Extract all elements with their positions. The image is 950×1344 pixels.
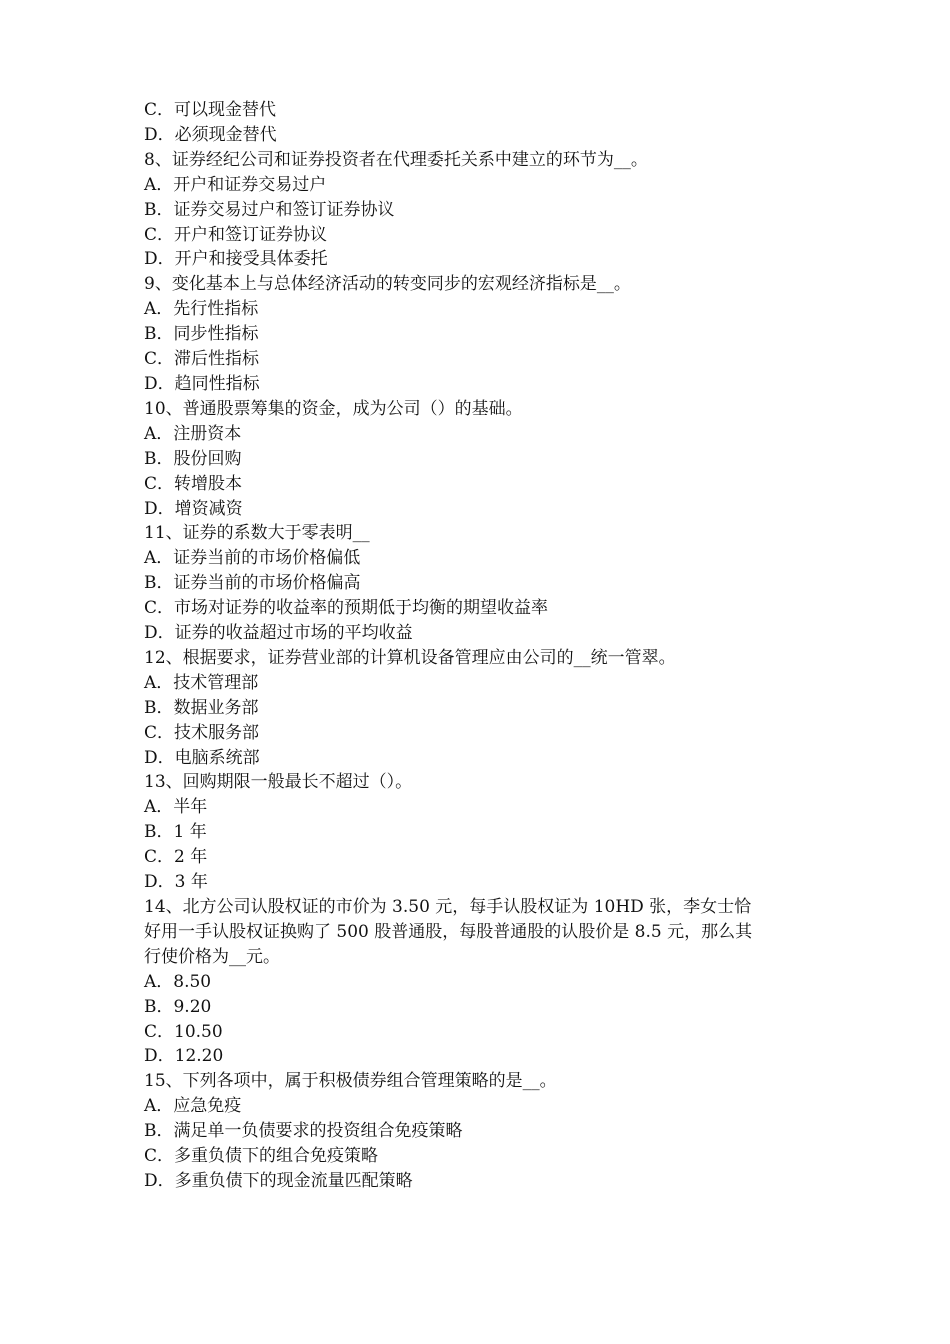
option-line: C．10.50	[144, 1021, 223, 1042]
option-line: A．开户和证券交易过户	[144, 174, 327, 195]
option-line: C．可以现金替代	[144, 100, 277, 120]
option-line: D．电脑系统部	[144, 747, 260, 768]
option-line: D．趋同性指标	[144, 373, 260, 394]
option-line: B．证券当前的市场价格偏高	[144, 573, 361, 594]
option-line: C．转增股本	[144, 473, 243, 494]
option-line: B．股份回购	[144, 448, 242, 469]
option-line: C．2 年	[144, 847, 208, 868]
question-stem: 11、证券的系数大于零表明__	[144, 523, 370, 544]
question-stem: 9、变化基本上与总体经济活动的转变同步的宏观经济指标是__。	[144, 274, 631, 295]
option-line: A．证券当前的市场价格偏低	[144, 548, 361, 569]
option-line: D．开户和接受具体委托	[144, 249, 328, 270]
question-stem-continued: 行使价格为__元。	[144, 946, 280, 967]
question-stem: 14、北方公司认股权证的市价为 3.50 元，每手认股权证为 10HD 张，李女士恰	[144, 897, 752, 917]
question-stem-continued: 好用一手认股权证换购了 500 股普通股，每股普通股的认股价是 8.5 元，那么其	[144, 921, 753, 942]
option-line: A．先行性指标	[144, 299, 259, 320]
option-line: B．1 年	[144, 822, 207, 843]
option-line: A．应急免疫	[144, 1096, 242, 1117]
option-line: B．9.20	[144, 996, 212, 1017]
option-line: A．注册资本	[144, 423, 242, 444]
question-stem: 12、根据要求，证券营业部的计算机设备管理应由公司的__统一管翠。	[144, 647, 676, 668]
option-line: C．多重负债下的组合免疫策略	[144, 1146, 379, 1167]
option-line: D．12.20	[144, 1046, 224, 1067]
option-line: D．证券的收益超过市场的平均收益	[144, 623, 413, 644]
option-line: B．证券交易过户和签订证券协议	[144, 199, 395, 220]
option-line: C．开户和签订证券协议	[144, 224, 328, 245]
question-stem: 10、普通股票筹集的资金，成为公司（）的基础。	[144, 398, 523, 419]
option-line: C．滞后性指标	[144, 349, 260, 370]
option-line: C．技术服务部	[144, 722, 260, 743]
option-line: A．8.50	[144, 971, 212, 992]
option-line: D．增资减资	[144, 498, 243, 519]
question-stem: 15、下列各项中，属于积极债券组合管理策略的是__。	[144, 1071, 557, 1092]
option-line: B．数据业务部	[144, 697, 259, 718]
option-line: C．市场对证券的收益率的预期低于均衡的期望收益率	[144, 598, 549, 619]
question-stem: 8、证券经纪公司和证券投资者在代理委托关系中建立的环节为__。	[144, 149, 648, 170]
option-line: B．同步性指标	[144, 324, 259, 345]
option-line: D．多重负债下的现金流量匹配策略	[144, 1170, 413, 1191]
option-line: B．满足单一负债要求的投资组合免疫策略	[144, 1121, 463, 1142]
option-line: A．技术管理部	[144, 672, 259, 693]
option-line: D．3 年	[144, 872, 208, 893]
option-line: D．必须现金替代	[144, 124, 277, 145]
option-line: A．半年	[144, 797, 208, 818]
question-stem: 13、回购期限一般最长不超过（）。	[144, 772, 413, 793]
document-body	[144, 98, 824, 1194]
